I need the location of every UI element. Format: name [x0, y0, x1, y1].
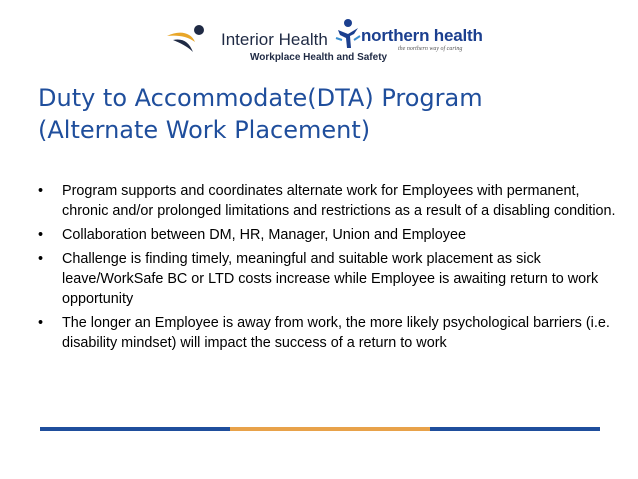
bullet-item	[38, 313, 623, 353]
bullet-text: Program supports and coordinates alternate work for Employees with permanent, chronic and/or prolonged limitations and restrictions as a result of a disabling condition.	[62, 183, 616, 219]
bullet-item	[38, 249, 623, 309]
slide-title-line1: Duty to Accommodate(DTA) Program	[38, 84, 483, 112]
bullet-item	[38, 225, 623, 245]
interior-health-wordmark: Interior Health	[221, 30, 328, 49]
department-label: Workplace Health and Safety	[250, 52, 388, 63]
bullet-item	[38, 181, 623, 221]
bullet-text: The longer an Employee is away from work, the more likely psychological barriers (i.e. disability mindset) will impact the success of a return to work	[62, 315, 610, 351]
interior-health-swoosh-icon	[165, 22, 217, 54]
bullet-icon: •	[38, 183, 44, 199]
footer-divider-orange	[230, 427, 430, 431]
footer-divider-blue-right	[430, 427, 600, 431]
bullet-text: Challenge is finding timely, meaningful and suitable work placement as sick leave/WorkSafe BC or LTD costs increase while Employee is awaiting return to work opportunity	[62, 251, 599, 307]
bullet-icon: •	[38, 315, 44, 331]
slide-title	[38, 82, 618, 146]
footer-divider	[40, 427, 600, 431]
footer-divider-blue-left	[40, 427, 230, 431]
bullet-list	[38, 181, 623, 357]
bullet-icon: •	[38, 251, 44, 267]
slide-title-line2: (Alternate Work Placement)	[38, 116, 371, 144]
northern-health-figure-icon	[334, 18, 362, 52]
northern-health-tagline: the northern way of caring	[398, 46, 463, 52]
bullet-icon: •	[38, 227, 44, 243]
bullet-text: Collaboration between DM, HR, Manager, Union and Employee	[62, 227, 466, 243]
northern-health-wordmark: northern health	[361, 26, 483, 45]
